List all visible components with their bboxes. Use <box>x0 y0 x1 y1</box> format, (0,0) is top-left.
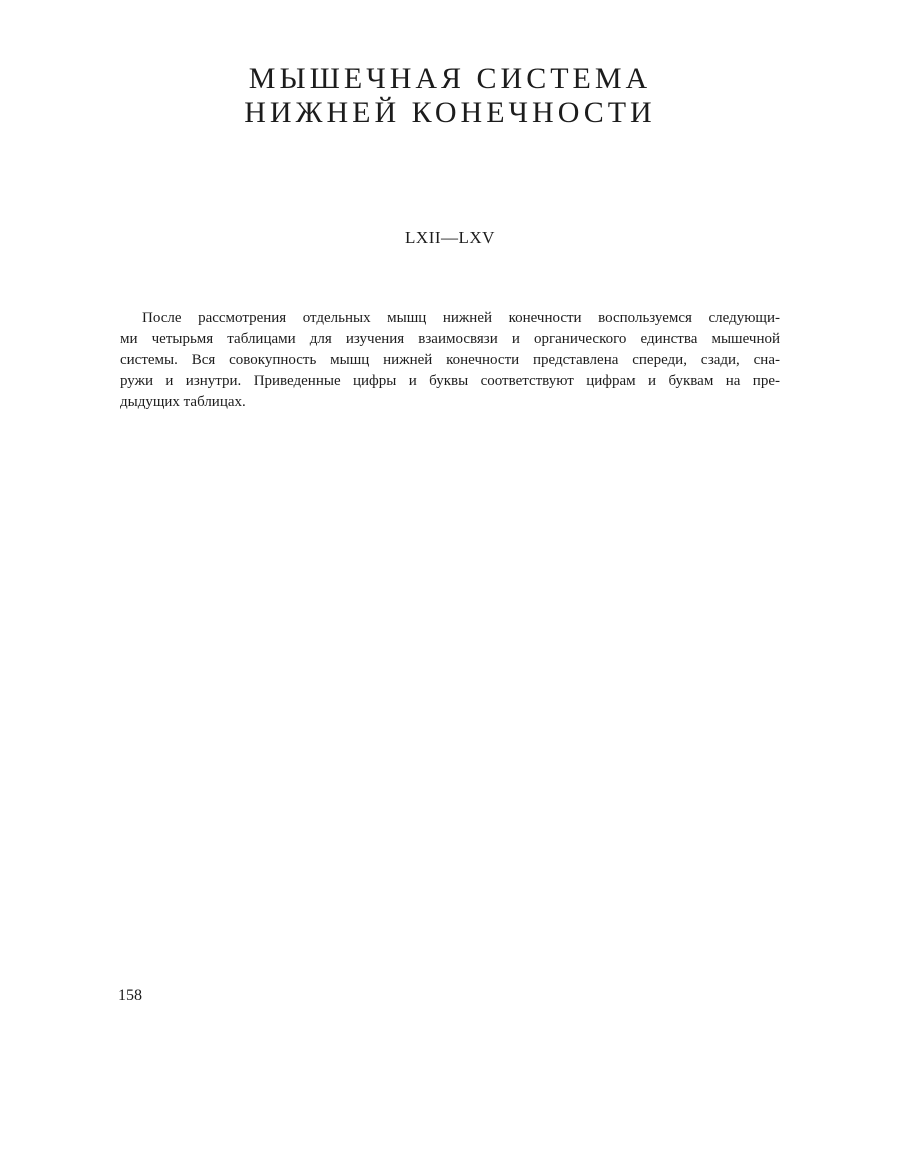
body-paragraph <box>120 308 780 413</box>
chapter-title <box>0 62 900 130</box>
page-number: 158 <box>118 987 142 1004</box>
paragraph-line: После рассмотрения отдельных мышц нижней конечности воспользуемся следующи- <box>142 310 780 326</box>
paragraph-line: ми четырьмя таблицами для изучения взаимосвязи и органического единства мышечной <box>120 331 780 347</box>
chapter-title-line-2: НИЖНЕЙ КОНЕЧНОСТИ <box>244 96 656 129</box>
paragraph-line: дыдущих таблицах. <box>120 394 246 410</box>
plate-range-label: LXII—LXV <box>405 228 495 247</box>
paragraph-line: системы. Вся совокупность мышц нижней конечности представлена спереди, сзади, сна- <box>120 352 780 368</box>
chapter-title-line-1: МЫШЕЧНАЯ СИСТЕМА <box>248 62 652 95</box>
paragraph-line: ружи и изнутри. Приведенные цифры и буквы соответствуют цифрам и буквам на пре- <box>120 373 780 389</box>
